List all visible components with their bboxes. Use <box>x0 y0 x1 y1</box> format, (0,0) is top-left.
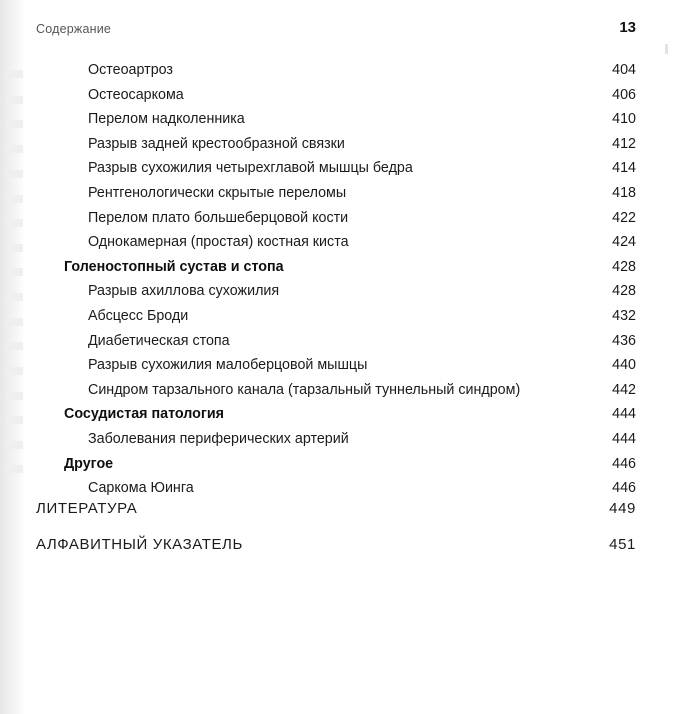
toc-section-heading[interactable] <box>0 259 674 284</box>
toc-entry-label: ЛИТЕРАТУРА <box>36 500 138 517</box>
toc-entry-label: Перелом надколенника <box>88 111 245 128</box>
toc-entry-label: Разрыв сухожилия четырехглавой мышцы бедра <box>88 160 413 177</box>
toc-entry-page: 446 <box>612 480 636 497</box>
toc-entry-page: 424 <box>612 234 636 251</box>
toc-entry-page: 406 <box>612 86 636 103</box>
toc-entry-page: 410 <box>612 111 636 128</box>
toc-entry-page: 440 <box>612 357 636 374</box>
toc-entry[interactable] <box>0 357 674 382</box>
toc-entry[interactable] <box>0 382 674 407</box>
toc-entry[interactable] <box>0 308 674 333</box>
toc-entry[interactable] <box>0 111 674 136</box>
toc-entry-page: 412 <box>612 135 636 152</box>
toc-entry-label: Заболевания периферических артерий <box>88 430 349 447</box>
table-of-contents <box>0 62 674 505</box>
toc-entry-label: Сосудистая патология <box>64 406 224 423</box>
toc-entry-label: Синдром тарзального канала (тарзальный туннельный синдром) <box>88 381 521 398</box>
toc-entry-label: Диабетическая стопа <box>88 332 230 349</box>
toc-back-matter <box>0 500 674 572</box>
toc-entry-label: Другое <box>64 455 114 472</box>
toc-entry-page: 414 <box>612 160 636 177</box>
toc-entry[interactable] <box>0 87 674 112</box>
toc-backmatter-entry[interactable] <box>0 500 674 536</box>
toc-entry-label: Перелом плато большеберцовой кости <box>88 209 349 226</box>
toc-entry[interactable] <box>0 62 674 87</box>
toc-entry[interactable] <box>0 210 674 235</box>
toc-section-heading[interactable] <box>0 406 674 431</box>
toc-entry[interactable] <box>0 185 674 210</box>
toc-entry-label: Остеосаркома <box>88 86 184 103</box>
toc-backmatter-entry[interactable] <box>0 536 674 572</box>
toc-section-heading[interactable] <box>0 456 674 481</box>
toc-entry-label: Однокамерная (простая) костная киста <box>88 234 349 251</box>
toc-entry-page: 444 <box>612 430 636 447</box>
toc-entry-page: 444 <box>612 406 636 423</box>
toc-entry-page: 404 <box>612 62 636 78</box>
toc-entry-page: 449 <box>609 500 636 517</box>
page-edge-speck <box>665 44 668 54</box>
toc-entry[interactable] <box>0 431 674 456</box>
toc-entry-label: Разрыв сухожилия малоберцовой мышцы <box>88 357 368 374</box>
toc-entry-page: 428 <box>612 258 636 275</box>
toc-entry-page: 446 <box>612 455 636 472</box>
running-head: Содержание <box>36 22 112 36</box>
toc-entry-label: АЛФАВИТНЫЙ УКАЗАТЕЛЬ <box>36 536 243 553</box>
toc-entry-page: 418 <box>612 184 636 201</box>
toc-entry[interactable] <box>0 283 674 308</box>
toc-entry-page: 422 <box>612 209 636 226</box>
toc-entry-page: 442 <box>612 381 636 398</box>
toc-entry-label: Остеоартроз <box>88 62 173 78</box>
toc-entry[interactable] <box>0 136 674 161</box>
page-header <box>0 19 674 44</box>
toc-entry-page: 432 <box>612 307 636 324</box>
page-number-folio: 13 <box>619 19 636 36</box>
toc-entry-label: Абсцесс Броди <box>88 307 189 324</box>
toc-entry[interactable] <box>0 160 674 185</box>
toc-entry-label: Саркома Юинга <box>88 480 194 497</box>
toc-entry[interactable] <box>0 234 674 259</box>
toc-entry-page: 436 <box>612 332 636 349</box>
toc-entry[interactable] <box>0 333 674 358</box>
toc-entry-page: 451 <box>609 536 636 553</box>
toc-entry-label: Рентгенологически скрытые переломы <box>88 184 347 201</box>
toc-entry-page: 428 <box>612 283 636 300</box>
toc-entry-label: Разрыв ахиллова сухожилия <box>88 283 280 300</box>
toc-entry-label: Разрыв задней крестообразной связки <box>88 135 345 152</box>
toc-entry-label: Голеностопный сустав и стопа <box>64 258 284 275</box>
